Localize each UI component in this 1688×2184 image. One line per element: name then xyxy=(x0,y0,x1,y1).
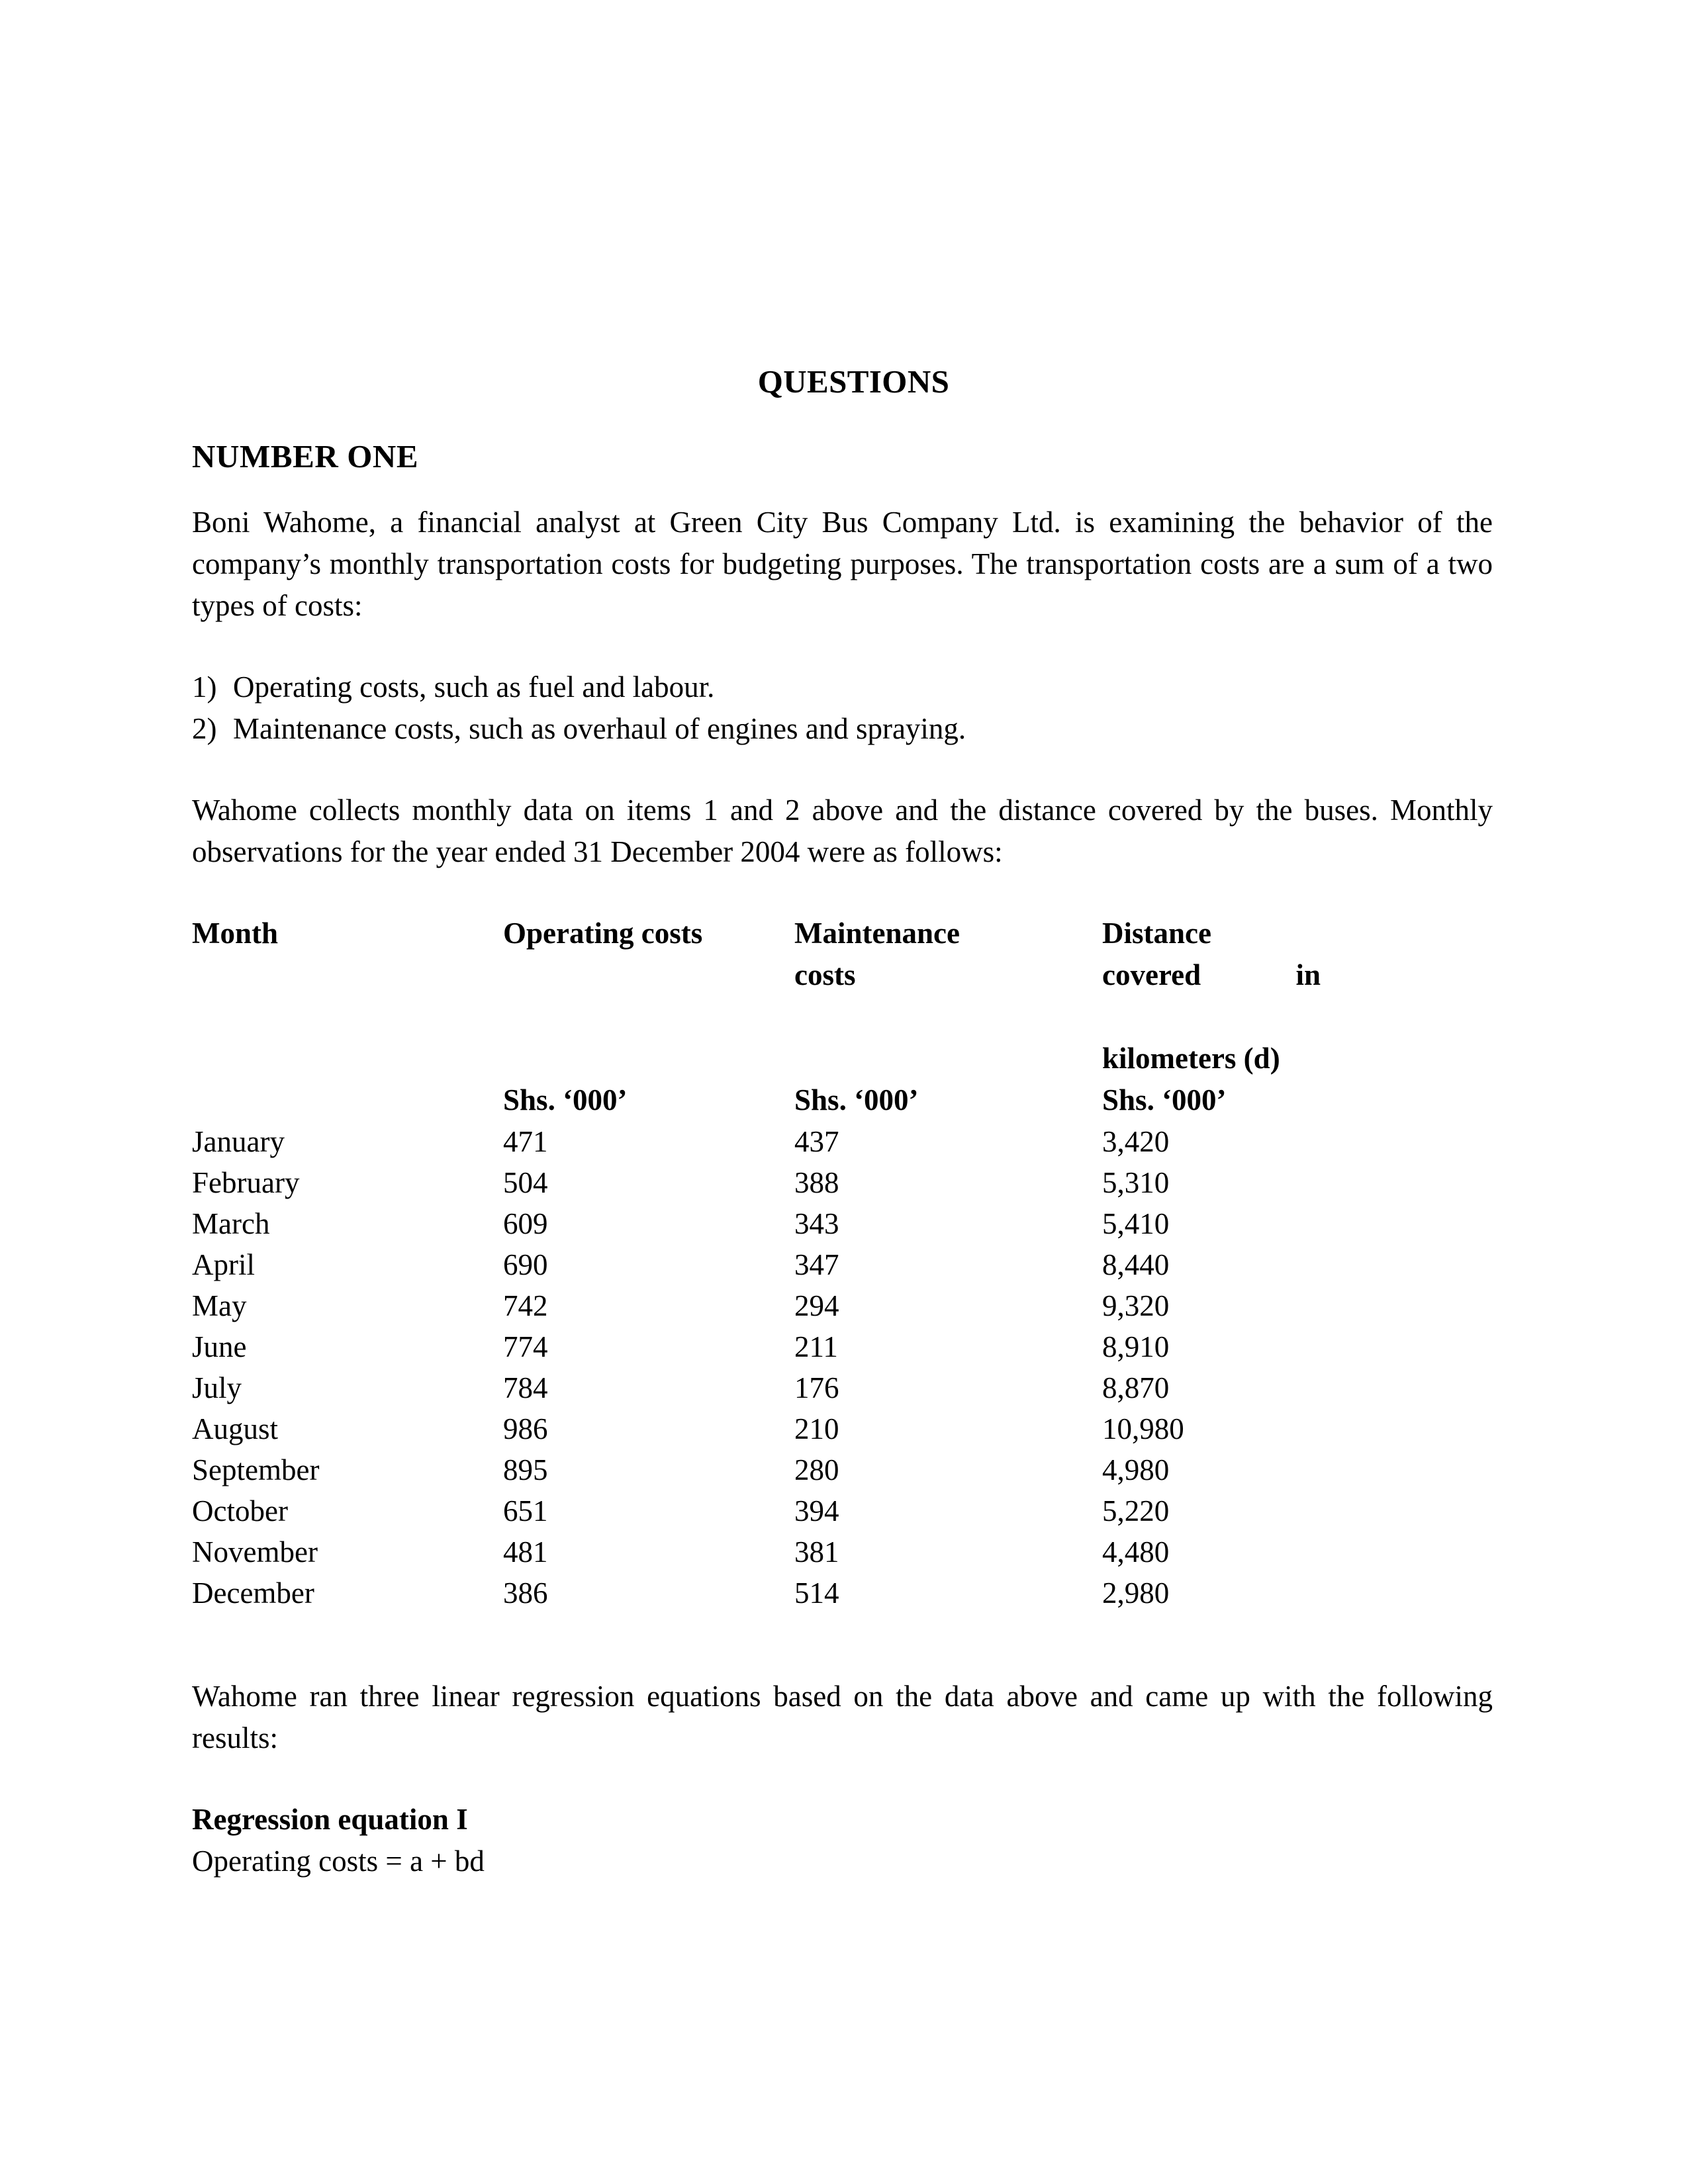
cost-types-list xyxy=(192,666,1493,750)
column-header-maintenance-costs-line2: costs xyxy=(794,958,856,991)
table-row xyxy=(192,1244,1493,1285)
cell-operating-costs: 742 xyxy=(503,1289,548,1322)
cell-maintenance-costs: 176 xyxy=(794,1371,839,1404)
cell-distance: 5,220 xyxy=(1102,1494,1170,1527)
table-row xyxy=(192,1162,1493,1203)
column-header-month xyxy=(192,913,503,1079)
cell-month: October xyxy=(192,1494,288,1527)
table-row xyxy=(192,1285,1493,1326)
cell-maintenance-costs: 381 xyxy=(794,1535,839,1569)
cell-month: June xyxy=(192,1330,247,1363)
table-row xyxy=(192,1203,1493,1244)
table-row xyxy=(192,1326,1493,1367)
cell-maintenance-costs: 394 xyxy=(794,1494,839,1527)
cell-distance: 8,870 xyxy=(1102,1371,1170,1404)
cell-distance: 8,440 xyxy=(1102,1248,1170,1281)
table-row xyxy=(192,1449,1493,1490)
table-row xyxy=(192,1490,1493,1531)
column-header-operating-costs-label: Operating costs xyxy=(503,917,703,950)
column-header-distance-line2: covered in xyxy=(1102,958,1321,991)
cell-maintenance-costs: 343 xyxy=(794,1207,839,1240)
cell-distance: 4,480 xyxy=(1102,1535,1170,1569)
cell-distance: 3,420 xyxy=(1102,1125,1170,1158)
closing-paragraph: Wahome ran three linear regression equations based on the data above and came up with the following results: xyxy=(192,1680,1493,1754)
cell-maintenance-costs: 211 xyxy=(794,1330,838,1363)
regression-equation-formula: Operating costs = a + bd xyxy=(192,1844,485,1878)
list-item xyxy=(192,666,1493,708)
data-intro-paragraph: Wahome collects monthly data on items 1 and 2 above and the distance covered by the buses. Monthly observations for the year ended 31 December 2004 were as follows: xyxy=(192,794,1493,868)
paragraph-spacer xyxy=(192,1759,1493,1799)
cell-maintenance-costs: 388 xyxy=(794,1166,839,1199)
cell-operating-costs: 504 xyxy=(503,1166,548,1199)
cell-month: February xyxy=(192,1166,300,1199)
intro-paragraph: Boni Wahome, a financial analyst at Green City Bus Company Ltd. is examining the behavior of the company’s monthly transportation costs for budgeting purposes. The transportation costs are a sum of a two types of costs: xyxy=(192,506,1493,622)
table-row xyxy=(192,1367,1493,1408)
cell-month: August xyxy=(192,1412,279,1445)
document-content xyxy=(192,365,1493,1882)
units-month xyxy=(192,1079,503,1121)
cell-month: November xyxy=(192,1535,318,1569)
column-header-distance-line3: kilometers (d) xyxy=(1102,1042,1280,1075)
cell-maintenance-costs: 347 xyxy=(794,1248,839,1281)
cell-month: September xyxy=(192,1453,320,1486)
cell-distance: 5,410 xyxy=(1102,1207,1170,1240)
cell-maintenance-costs: 294 xyxy=(794,1289,839,1322)
table-units-body xyxy=(192,1079,1493,1121)
paragraph-spacer xyxy=(192,750,1493,790)
table-row xyxy=(192,1531,1493,1572)
cell-operating-costs: 774 xyxy=(503,1330,548,1363)
units-distance: Shs. ‘000’ xyxy=(1102,1083,1227,1116)
cell-month: December xyxy=(192,1576,314,1610)
table-row xyxy=(192,1572,1493,1614)
paragraph-spacer xyxy=(192,873,1493,913)
cell-operating-costs: 386 xyxy=(503,1576,548,1610)
cell-distance: 4,980 xyxy=(1102,1453,1170,1486)
cell-distance: 8,910 xyxy=(1102,1330,1170,1363)
list-item-label: Maintenance costs, such as overhaul of engines and spraying. xyxy=(233,712,966,745)
units-operating-costs: Shs. ‘000’ xyxy=(503,1083,628,1116)
cell-distance: 9,320 xyxy=(1102,1289,1170,1322)
column-header-maintenance-costs xyxy=(794,913,1102,1079)
table-row xyxy=(192,1121,1493,1162)
cell-maintenance-costs: 210 xyxy=(794,1412,839,1445)
list-item-label: Operating costs, such as fuel and labour. xyxy=(233,670,715,704)
paragraph-spacer xyxy=(192,1614,1493,1653)
monthly-observations-table xyxy=(192,913,1493,1614)
table-body xyxy=(192,1121,1493,1614)
cell-month: January xyxy=(192,1125,285,1158)
cell-operating-costs: 471 xyxy=(503,1125,548,1158)
cell-distance: 2,980 xyxy=(1102,1576,1170,1610)
cell-operating-costs: 895 xyxy=(503,1453,548,1486)
table-header xyxy=(192,913,1493,1079)
cell-maintenance-costs: 280 xyxy=(794,1453,839,1486)
paragraph-spacer xyxy=(192,1653,1493,1676)
cell-operating-costs: 609 xyxy=(503,1207,548,1240)
page-title: QUESTIONS xyxy=(757,363,950,400)
cell-month: May xyxy=(192,1289,247,1322)
cell-month: March xyxy=(192,1207,270,1240)
list-item-marker: 2) xyxy=(192,712,217,745)
table-row xyxy=(192,1408,1493,1449)
section-heading-number-one: NUMBER ONE xyxy=(192,438,419,475)
cell-distance: 10,980 xyxy=(1102,1412,1184,1445)
cell-operating-costs: 690 xyxy=(503,1248,548,1281)
column-header-distance xyxy=(1102,913,1493,1079)
cell-maintenance-costs: 514 xyxy=(794,1576,839,1610)
list-item xyxy=(192,708,1493,750)
paragraph-spacer xyxy=(192,627,1493,666)
cell-month: July xyxy=(192,1371,242,1404)
cell-operating-costs: 651 xyxy=(503,1494,548,1527)
units-maintenance-costs: Shs. ‘000’ xyxy=(794,1083,919,1116)
column-header-month-label: Month xyxy=(192,917,279,950)
column-header-distance-line1: Distance xyxy=(1102,917,1211,950)
cell-operating-costs: 784 xyxy=(503,1371,548,1404)
regression-equation-heading: Regression equation I xyxy=(192,1803,468,1836)
list-item-marker: 1) xyxy=(192,670,217,704)
cell-operating-costs: 481 xyxy=(503,1535,548,1569)
cell-operating-costs: 986 xyxy=(503,1412,548,1445)
column-header-operating-costs xyxy=(503,913,794,1079)
cell-maintenance-costs: 437 xyxy=(794,1125,839,1158)
cell-month: April xyxy=(192,1248,255,1281)
column-header-maintenance-costs-line1: Maintenance xyxy=(794,917,960,950)
cell-distance: 5,310 xyxy=(1102,1166,1170,1199)
table-header-row xyxy=(192,913,1493,1079)
table-units-row xyxy=(192,1079,1493,1121)
